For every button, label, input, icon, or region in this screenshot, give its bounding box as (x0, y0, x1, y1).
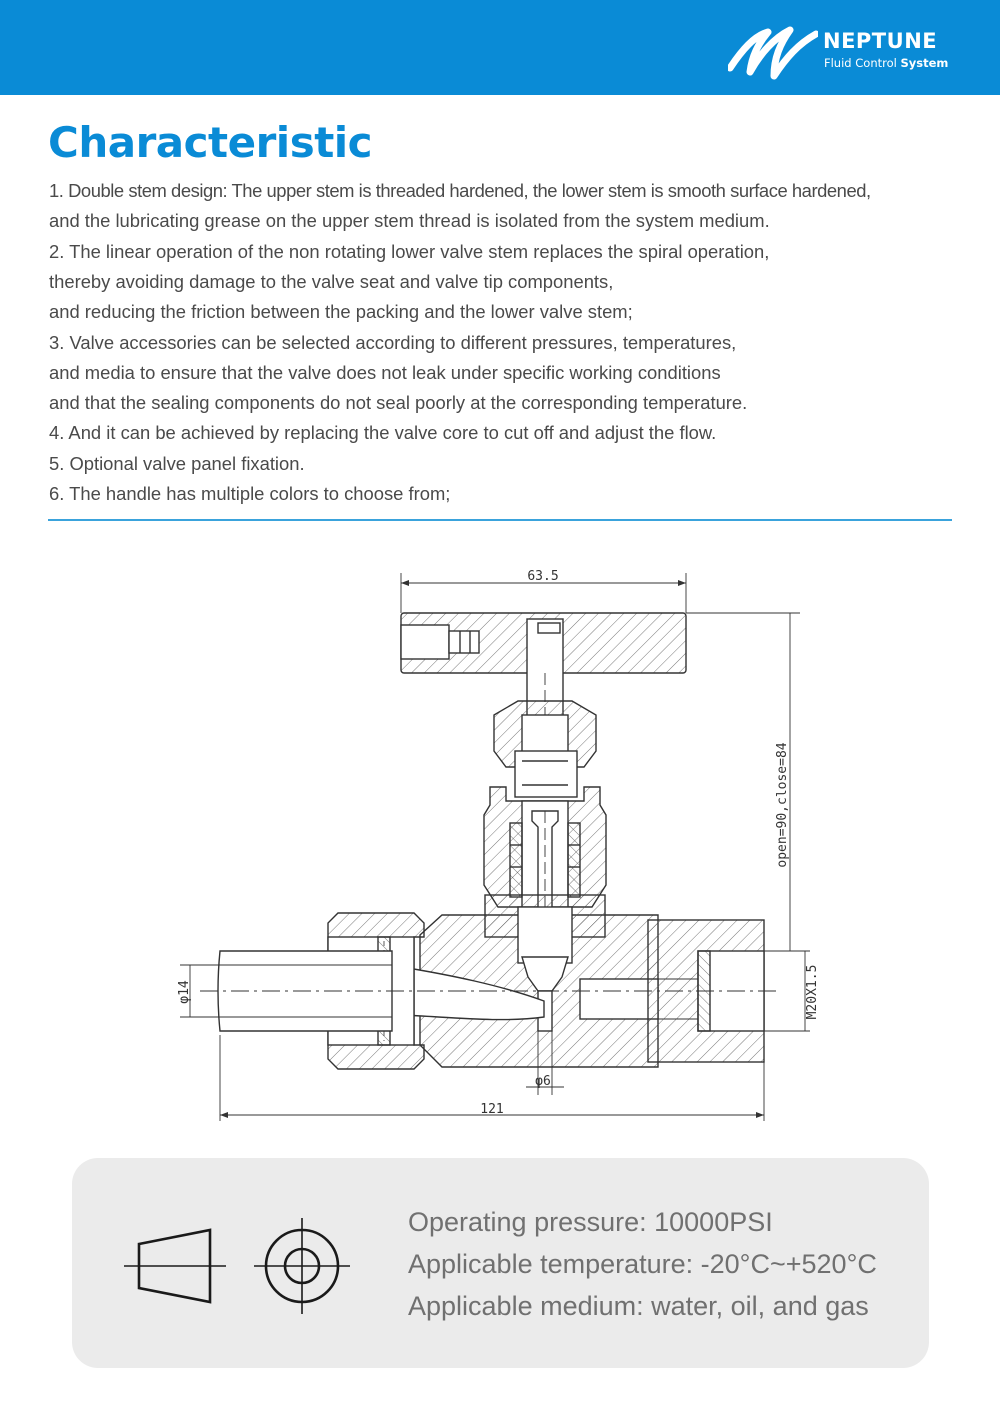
dim-handle-width: 63.5 (527, 569, 559, 584)
dim-thread: M20X1.5 (805, 964, 820, 1020)
spec-panel (72, 1158, 929, 1368)
dim-diameter-left: φ14 (177, 980, 192, 1004)
projection-frustum-icon (124, 1230, 226, 1302)
characteristic-line: 1. Double stem design: The upper stem is threaded hardened, the lower stem is smooth surface hardened, (49, 180, 871, 201)
characteristic-line: 4. And it can be achieved by replacing the valve core to cut off and adjust the flow. (49, 422, 717, 444)
brand-tag-bold: System (900, 56, 949, 70)
spec-applicable-medium: Applicable medium: water, oil, and gas (408, 1291, 869, 1321)
brand-logo (728, 22, 958, 82)
spec-operating-pressure: Operating pressure: 10000PSI (408, 1207, 773, 1237)
characteristic-line: 3. Valve accessories can be selected according to different pressures, temperatures, (49, 331, 737, 353)
spec-list (408, 1201, 877, 1327)
characteristic-line: 5. Optional valve panel fixation. (49, 452, 305, 474)
dim-orifice: φ6 (535, 1074, 551, 1089)
neptune-wave-icon (728, 24, 818, 80)
dim-total-length: 121 (480, 1102, 504, 1117)
spec-applicable-temperature: Applicable temperature: -20°C~+520°C (408, 1249, 877, 1279)
header-banner (0, 0, 1000, 95)
projection-symbol (122, 1210, 362, 1320)
brand-name: NEPTUNE (823, 29, 938, 53)
characteristic-line: and the lubricating grease on the upper stem thread is isolated from the system medium. (49, 210, 770, 232)
brand-tagline (824, 56, 948, 70)
brand-tag-prefix: Fluid Control (824, 56, 897, 70)
projection-circle-icon (254, 1218, 350, 1314)
characteristic-line: 6. The handle has multiple colors to choose from; (49, 483, 451, 504)
characteristic-line: and that the sealing components do not seal poorly at the corresponding temperature. (49, 392, 748, 414)
page-title: Characteristic (48, 118, 373, 167)
characteristic-line: thereby avoiding damage to the valve seat and valve tip components, (49, 270, 614, 292)
dim-stroke: open=90,close=84 (775, 742, 790, 868)
characteristic-line: and reducing the friction between the packing and the lower valve stem; (49, 301, 633, 323)
section-divider (48, 519, 952, 521)
valve-section-drawing (160, 555, 820, 1135)
characteristic-line: and media to ensure that the valve does not leak under specific working conditions (49, 361, 721, 383)
characteristic-line: 2. The linear operation of the non rotating lower valve stem replaces the spiral operation, (49, 240, 770, 262)
